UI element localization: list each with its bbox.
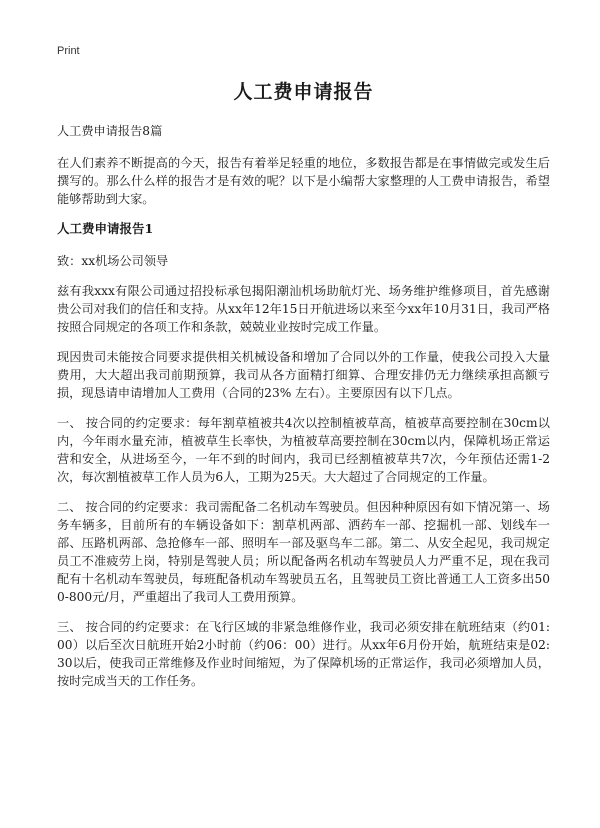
body-paragraph: 二、 按合同的约定要求：我司需配备二名机动车驾驶员。但因种种原因有如下情况第一、场务车辆多，目前所有的车辆设备如下：割草机两部、洒药车一部、挖掘机一部、划线车一部、压路机两部、急抢修车一部、照明车一部及驱鸟车二部。第二、从安全起见，我司规定员工不准疲劳上岗，特别是驾驶人员；所以配备两名机动车驾驶员人力严重不足，现在我司配有十名机动车驾驶员，每班配备机动车驾驶员五名，且驾驶员工资比普通工人工资多出500-800元/月，严重超出了我司人工费用预算。 — [57, 500, 550, 604]
intro-paragraph: 在人们素养不断提高的今天，报告有着举足轻重的地位，多数报告都是在事情做完或发生后撰写的。那么什么样的报告才是有效的呢？以下是小编帮大家整理的人工费申请报告，希望能够帮助到大家。 — [57, 156, 550, 206]
document-subtitle: 人工费申请报告8篇 — [57, 124, 163, 138]
salutation: 致：xx机场公司领导 — [57, 254, 169, 268]
body-paragraph: 兹有我xxx有限公司通过招投标承包揭阳潮汕机场助航灯光、场务维护维修项目，首先感谢贵公司对我们的信任和支持。从xx年12年15日开航进场以来至今xx年10月31日，我司严格按照合同规定的各项工作和条款，兢兢业业按时完成工作量。 — [57, 284, 550, 334]
body-paragraph: 三、 按合同的约定要求：在飞行区域的非紧急维修作业，我司必须安排在航班结束（约01:00）以后至次日航班开始2小时前（约06：00）进行。从xx年6月份开始，航班结束是02:30以后，使我司正常维修及作业时间缩短，为了保障机场的正常运作，我司必须增加人员，按时完成当天的工作任务。 — [57, 620, 550, 688]
print-label[interactable]: Print — [57, 45, 80, 57]
body-paragraph: 一、 按合同的约定要求：每年割草植被共4次以控制植被草高，植被草高要控制在30cm以内，今年雨水量充沛，植被草生长率快，为植被草高要控制在30cm以内，保障机场正常运营和安全，从进场至今，一年不到的时间内，我司已经割植被草共7次，今年预估还需1-2次，每次割植被草工作人员为6人，工期为25天。大大超过了合同规定的工作量。 — [57, 416, 550, 484]
section-heading: 人工费申请报告1 — [57, 221, 154, 236]
body-paragraph: 现因贵司未能按合同要求提供相关机械设备和增加了合同以外的工作量，使我公司投入大量费用，大大超出我司前期预算，我司从各方面精打细算、合理安排仍无力继续承担高额亏损，现恳请申请增加人工费用（合同的23% 左右）。主要原因有以下几点。 — [57, 350, 550, 400]
document-title: 人工费申请报告 — [233, 81, 374, 103]
